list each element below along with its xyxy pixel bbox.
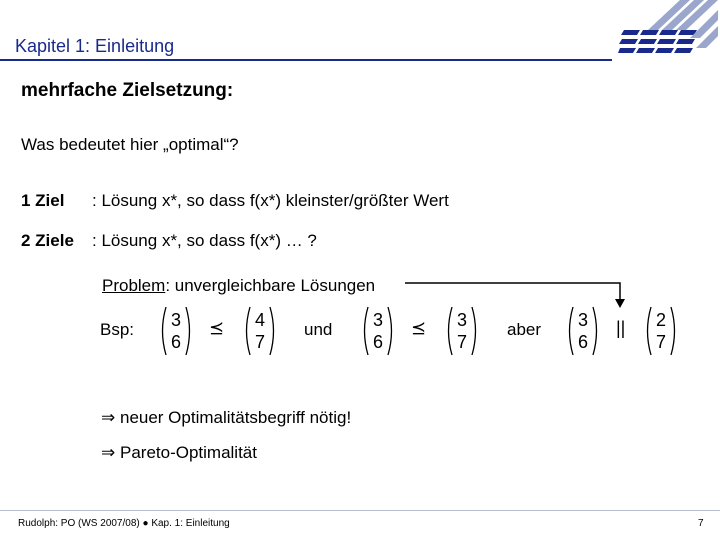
but-word: aber [507, 320, 542, 339]
dominance-symbol: ⪯ [411, 318, 427, 338]
question-text: Was bedeutet hier „optimal“? [21, 135, 239, 154]
vector-5-top: 3 [577, 310, 588, 330]
conclusion-1-text: neuer Optimalitätsbegriff nötig! [119, 408, 352, 427]
vector-6 [643, 305, 679, 357]
row-label-1: 1 Ziel [21, 191, 65, 210]
incomparable-symbol: || [616, 318, 626, 338]
row-text-2: : Lösung x*, so dass f(x*) … ? [92, 231, 317, 250]
implies-arrow-icon: ⇒ [101, 408, 116, 427]
example-label: Bsp: [100, 320, 135, 339]
slide-title: Kapitel 1: Einleitung [15, 36, 175, 56]
header-divider [0, 59, 612, 61]
footer-text: Rudolph: PO (WS 2007/08) ● Kap. 1: Einleitung [18, 518, 230, 529]
vector-5 [565, 305, 601, 357]
vector-1 [158, 305, 194, 357]
university-grid-logo-icon [618, 0, 720, 66]
footer-divider [0, 510, 720, 511]
problem-statement [102, 276, 375, 296]
implies-arrow-icon: ⇒ [101, 443, 116, 462]
vector-2-bottom: 7 [254, 332, 265, 352]
conclusion-2-text: Pareto-Optimalität [119, 443, 257, 462]
vector-2 [242, 305, 278, 357]
vector-2-top: 4 [254, 310, 265, 330]
vector-6-top: 2 [655, 310, 666, 330]
problem-label: Problem [102, 276, 166, 295]
conclusion-2 [101, 443, 257, 463]
row-label-2: 2 Ziele [21, 231, 74, 250]
vector-1-bottom: 6 [170, 332, 181, 352]
vector-4-bottom: 7 [456, 332, 467, 352]
section-heading: mehrfache Zielsetzung: [21, 80, 234, 101]
vector-5-bottom: 6 [577, 332, 588, 352]
dominance-symbol: ⪯ [209, 318, 225, 338]
vector-4 [444, 305, 480, 357]
vector-6-bottom: 7 [655, 332, 666, 352]
problem-text: : unvergleichbare Lösungen [165, 276, 376, 295]
page-number: 7 [698, 518, 704, 529]
vector-3-bottom: 6 [372, 332, 383, 352]
vector-1-top: 3 [170, 310, 181, 330]
vector-3-top: 3 [372, 310, 383, 330]
vector-4-top: 3 [456, 310, 467, 330]
vector-3 [360, 305, 396, 357]
and-word: und [304, 320, 333, 339]
row-text-1: : Lösung x*, so dass f(x*) kleinster/größter Wert [92, 191, 449, 210]
conclusion-1 [101, 408, 351, 428]
